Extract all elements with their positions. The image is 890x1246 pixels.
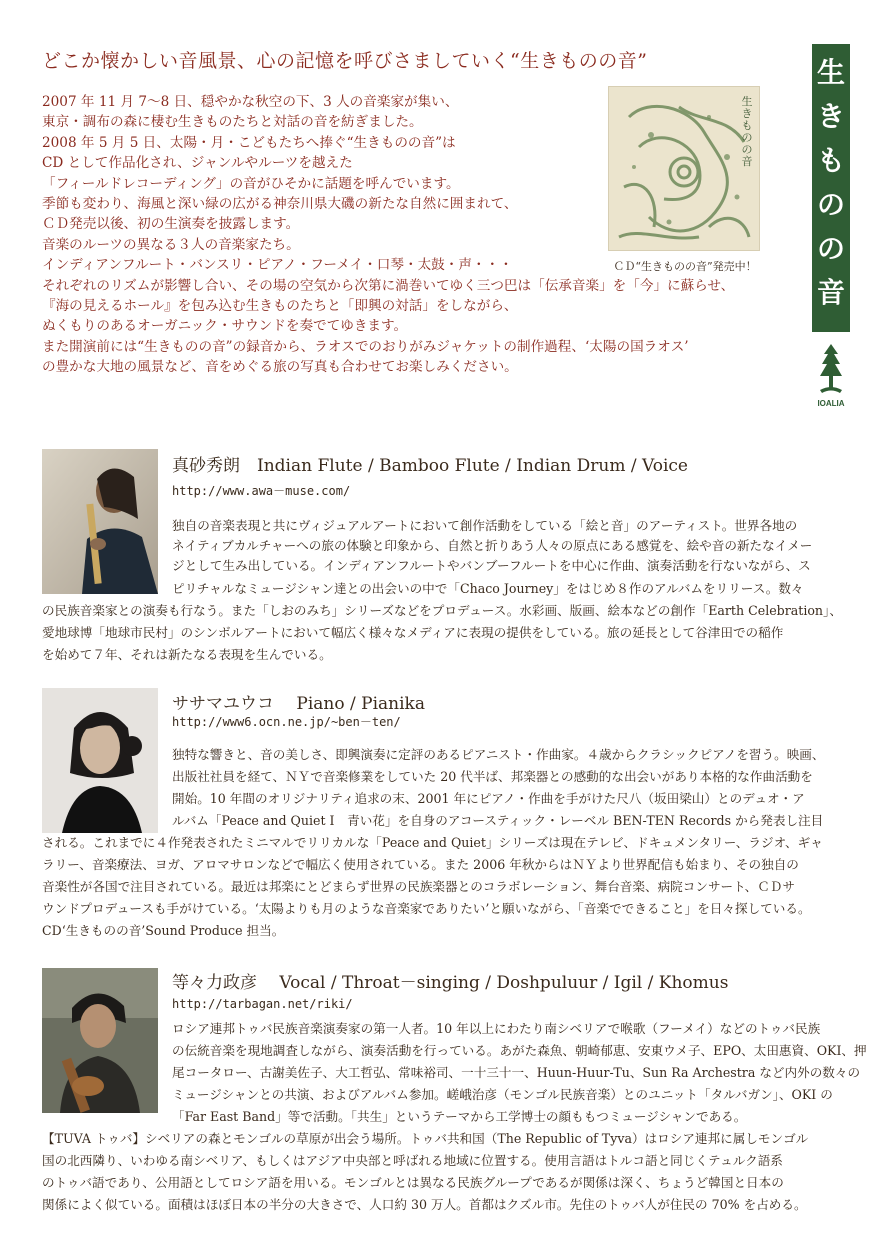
title-banner [812,44,850,332]
bio-line: 音楽性が各国で注目されている。最近は邦楽にとどまらず世界の民族楽器とのコラボレーション、舞台音楽、病院コンサート、ＣＤサ [42,879,795,894]
page-headline: どこか懐かしい音風景、心の記憶を呼びさましていく“生きものの音” [42,50,648,72]
artist-name: 真砂秀朗 Indian Flute / Bamboo Flute / Indian Drum / Voice [172,456,688,476]
banner-title-glyph: き [816,100,846,133]
bio-line: の伝統音楽を現地調査しながら、演奏活動を行っている。あがた森魚、朝崎郁恵、安東ウメ子、EPO、太田惠資、OKI、押 [172,1043,867,1058]
bio-line: 国の北西隣り、いわゆる南シベリア、もしくはアジア中央部と呼ばれる地域に位置する。使用言語はトルコ語と同じくテュルク語系 [42,1153,783,1168]
cd-title-glyph: 生 [741,95,753,108]
bio-line: される。これまでに４作発表されたミニマルでリリカルな「Peace and Quiet」シリーズは現在テレビ、ドキュメンタリー、ラジオ、ギャ [42,835,823,850]
cd-title-glyph: も [741,119,753,132]
banner-title-glyph: 生 [816,56,846,89]
intro-line: の豊かな大地の風景など、音をめぐる旅の写真も合わせてお楽しみください。 [42,359,518,376]
bio-line: ルバム「Peace and Quiet I 青い花」を自身のアコースティック・レーベル BEN-TEN Records から発表し注目 [172,813,824,828]
bio-line: CD‘生きものの音’Sound Produce 担当。 [42,923,285,938]
intro-line: それぞれのリズムが影響し合い、その場の空気から次第に渦巻いてゆく三つ巴は「伝承音楽」を「今」に蘇らせ、 [42,277,735,294]
bio-line: 【TUVA トゥバ】シベリアの森とモンゴルの草原が出会う場所。トゥバ共和国（The Republic of Tyva）はロシア連邦に属しモンゴル [42,1131,809,1146]
bio-line: ラリー、音楽療法、ヨガ、アロマサロンなどで幅広く使用されている。また 2006 年秋からはＮＹより世界配信も始まり、その独自の [42,857,799,872]
artist-url[interactable]: http://tarbagan.net/riki/ [172,997,353,1011]
intro-line: 東京・調布の森に棲む生きものたちと対話の音を紡ぎました。 [42,114,423,131]
artist-photo-todoroki [42,968,158,1113]
banner-title-glyph: 音 [816,276,846,309]
bio-line: 出版社社員を経て、ＮＹで音楽修業をしていた 20 代半ば、邦楽器との感動的な出会いがあり本格的な作曲活動を [172,769,813,784]
artist-url[interactable]: http://www.awa－muse.com/ [172,484,351,498]
intro-line: CD として作品化され、ジャンルやルーツを越えた [42,155,353,172]
bio-line: 「Far East Band」等で活動。「共生」というテーマから工学博士の顔ももつミュージシャンである。 [172,1109,747,1124]
banner-title-glyph: の [816,232,846,265]
bio-line: 独自の音楽表現と共にヴィジュアルアートにおいて創作活動をしている「絵と音」のアーティスト。世界各地の [172,518,798,533]
intro-line: 音楽のルーツの異なる３人の音楽家たち。 [42,236,300,253]
bio-line: を始めて７年、それは新たなる表現を生んでいる。 [42,647,332,662]
bio-line: の民族音楽家との演奏も行なう。また「しおのみち」シリーズなどをプロデュース。水彩画、版画、絵本などの創作「Earth Celebration」、 [42,603,842,618]
cd-cover-image [608,86,760,251]
bio-line: ロシア連邦トゥバ民族音楽演奏家の第一人者。10 年以上にわたり南シベリアで喉歌（フーメイ）などのトゥバ民族 [172,1021,821,1036]
intro-line: 「フィールドレコーディング」の音がひそかに話題を呼んでいます。 [42,175,460,192]
banner-title-glyph: の [816,188,846,221]
bio-line: ピリチャルなミュージシャン達との出会いの中で「Chaco Journey」をはじめ８作のアルバムをリリース。数々 [172,581,804,596]
ioalia-logo [812,340,850,412]
artist-name: ササマユウコ Piano / Pianika [172,694,425,714]
intro-line: ぬくもりのあるオーガニック・サウンドを奏でてゆきます。 [42,318,408,335]
cd-title-glyph: の [741,131,753,144]
intro-line: 2008 年 5 月 5 日、太陽・月・こどもたちへ捧ぐ“生きものの音”は [42,134,456,151]
bio-line: 開始。10 年間のオリジナリティ追求の末、2001 年にピアノ・作曲を手がけた尺八（坂田梁山）とのデュオ・ア [172,791,805,806]
intro-line: 『海の見えるホール』を包み込む生きものたちと「即興の対話」をしながら、 [42,298,518,315]
intro-line: 季節も変わり、海風と深い緑の広がる神奈川県大磯の新たな自然に囲まれて、 [42,196,518,213]
cd-title-glyph: の [741,143,753,156]
bio-line: ウンドプロデュースも手がけている。‘太陽よりも月のような音楽家でありたい’と願いながら、「音楽でできること」を日々探している。 [42,901,811,916]
intro-line: インディアンフルート・バンスリ・ピアノ・フーメイ・口琴・太鼓・声・・・ [42,257,513,274]
cd-title-glyph: 音 [741,155,753,168]
artist-name: 等々力政彦 Vocal / Throat－singing / Doshpuluur / Igil / Khomus [172,973,729,993]
artist-url[interactable]: http://www6.ocn.ne.jp/~ben－ten/ [172,715,401,729]
bio-line: 愛地球博「地球市民村」のシンボルアートにおいて幅広く様々なメディアに表現の提供をしている。旅の延長として谷津田での稲作 [42,625,784,640]
bio-line: 尾コータロー、古謝美佐子、大工哲弘、常味裕司、一十三十一、Huun-Huur-Tu、Sun Ra Archestra など内外の数々の [172,1065,861,1080]
cd-caption: ＣＤ“生きものの音”発売中！ [613,260,757,273]
bio-line: ミュージシャンとの共演、およびアルバム参加。嵯峨治彦（モンゴル民族音楽）とのユニット「タルバガン」、OKI の [172,1087,833,1102]
cd-title-glyph: き [741,107,753,120]
intro-line: また開演前には“生きものの音”の録音から、ラオスでのおりがみジャケットの制作過程、‘太陽の国ラオス’ [42,338,689,355]
banner-title-glyph: も [816,144,846,177]
intro-line: 2007 年 11 月 7〜8 日、穏やかな秋空の下、3 人の音楽家が集い、 [42,94,459,110]
intro-line: ＣＤ発売以後、初の生演奏を披露します。 [42,216,300,233]
bio-line: のトゥバ語であり、公用語としてロシア語を用いる。モンゴルとは異なる民族グループであるが関係は深く、ちょうど韓国と日本の [42,1175,784,1190]
bio-line: ジとして生み出している。インディアンフルートやバンブーフルートを中心に作曲、演奏活動を行ないながら、ス [172,558,811,573]
artist-photo-sasama [42,688,158,833]
bio-line: 独特な響きと、音の美しさ、即興演奏に定評のあるピアニスト・作曲家。４歳からクラシックピアノを習う。映画、 [172,747,825,762]
logo-text: IOALIA [817,399,845,408]
bio-line: 関係によく似ている。面積はほぼ日本の半分の大きさで、人口約 30 万人。首都はクズル市。先住のトゥバ人が住民の 70% を占める。 [42,1197,807,1212]
artist-photo-masago [42,449,158,594]
bio-line: ネイティブカルチャーへの旅の体験と印象から、自然と折りあう人々の原点にある感覚を、絵や音の新たなイメー [172,538,813,553]
